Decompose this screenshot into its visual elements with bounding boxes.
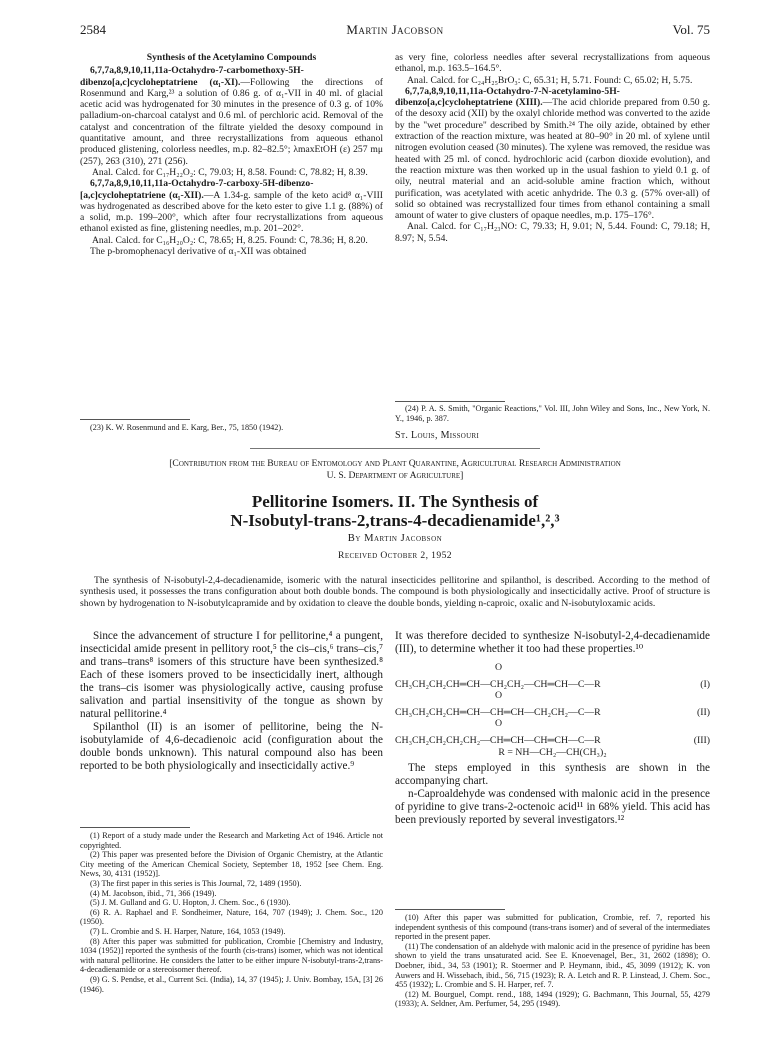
compound-name: 6,7,7a,8,9,10,11,11a-Octahydro-7-N-acetylamino-5H-dibenzo[a,c]cycloheptatriene (XIII). <box>395 85 620 109</box>
formula-II: O CH₃CH₂CH₂CH═CH—CH═CH—CH₂CH₂—C—R (II) <box>395 690 710 718</box>
section-heading: Synthesis of the Acetylamino Compounds <box>146 52 317 63</box>
volume-number: Vol. 75 <box>672 22 710 37</box>
byline: By Martin Jacobson <box>347 533 443 544</box>
r-group-definition: R = NH—CH₂—CH(CH₃)₂ <box>498 747 607 758</box>
running-author: Martin Jacobson <box>346 22 444 37</box>
analysis-paragraph: Anal. Calcd. for C₁₇H₂₂O₂: C, 79.03; H, 8.58. Found: C, 78.82; H, 8.39. <box>92 166 368 178</box>
page-number: 2584 <box>80 22 106 37</box>
footnotes-left: (1) Report of a study made under the Research and Marketing Act of 1946. Article not copyrighted. (2) This paper was presented before the Division of Organic Chemistry, at the Atlantic City meeting of the American Chemical Society, September 18, 1952 [see Chem. Eng. News, 30, 4131 (1952)]. (3) The first paper in this series is This Journal, 72, 1489 (1950). (4) M. Jacobson, ibid., 71, 366 (1949). (5) J. M. Gulland and G. U. Hopton, J. Chem. Soc., 6 (1930). (6) R. A. Raphael and F. Sondheimer, Nature, 164, 707 (1949); J. Chem. Soc., 120 (1950). (7) L. Crombie and S. H. Harper, Nature, 164, 1053 (1949). (8) After this paper was submitted for publication, Crombie [Chemistry and Industry, 1034 (1952)] reported the synthesis of the fourth (cis-trans) isomer, which was not identical with natural pellitorine. He considers the latter to be either impure N-isobutyl-trans-2,trans-4-decadienamide or a stereoisomer thereof. (9) G. S. Pendse, et al., Current Sci. (India), 14, 37 (1945); J. Univ. Bombay, 15A, [3] 26 (1946). <box>80 831 383 994</box>
footnote-rule <box>80 827 190 828</box>
footnote-23: (23) K. W. Rosenmund and E. Karg, Ber., 75, 1850 (1942). <box>90 423 284 432</box>
compound-name: 6,7,7a,8,9,10,11,11a-Octahydro-7-carbomethoxy-5H-dibenzo[a,c]cycloheptatriene (α₁-XI). <box>80 65 304 88</box>
paragraph: as very fine, colorless needles after several recrystallizations from aqueous ethanol, m.p. 163.5–164.5°. <box>395 52 710 75</box>
paragraph: It was therefore decided to synthesize N-isobutyl-2,4-decadienamide (III), to determine whether it too had these properties.¹⁰ <box>395 630 710 655</box>
prev-article-right-column <box>395 52 710 244</box>
paragraph: The steps employed in this synthesis are shown in the accompanying chart. <box>395 762 710 787</box>
article-separator <box>250 448 540 449</box>
paragraph: n-Caproaldehyde was condensed with malonic acid in the presence of pyridine to give trans-2-octenoic acid¹¹ in 68% yield. This acid has been previously reported by several investigators.¹² <box>395 788 710 826</box>
paragraph: 6,7,7a,8,9,10,11,11a-Octahydro-7-carboxy-5H-dibenzo-[a,c]cycloheptatriene (α₁-XII).—A 1.34-g. sample of the keto acid⁸ α₁-VIII was hydrogenated as described above for the keto ester to give 1.1 g. (88%) of a solid, m.p. 199–200°, which after four recrystallizations from aqueous ethanol existed as fine, glistening needles, m.p. 201–202°. <box>80 178 383 235</box>
contribution-line: [Contribution from the Bureau of Entomology and Plant Quarantine, Agricultural Research Administration U. S. Department of Agriculture] <box>169 458 621 481</box>
location-line: St. Louis, Missouri <box>395 430 480 441</box>
footnote-rule <box>395 401 505 402</box>
paragraph: 6,7,7a,8,9,10,11,11a-Octahydro-7-carbomethoxy-5H-dibenzo[a,c]cycloheptatriene (α₁-XI).—Following the directions of Rosenmund and Karg,²³ a solution of 0.86 g. of α₁-VII in 40 ml. of glacial acetic acid was hydrogenated for 30 minutes in the presence of 0.3 g. of 10% palladium-on-charcoal catalyst and 0.6 ml. of perchloric acid. Removal of the catalyst and concentration of the filtrate yielded the desoxy compound in quantitative amount, and three recrystallizations from aqueous ethanol produced glistening, colorless needles, m.p. 82–82.5°; λmaxEtOH (ε) 257 mμ (257), 263 (310), 271 (256). <box>80 65 383 167</box>
formula-III: O CH₃CH₂CH₂CH₂CH₂—CH═CH—CH═CH—C—R (III) <box>395 718 710 746</box>
footnote-rule <box>80 419 190 420</box>
analysis-paragraph: Anal. Calcd. for C₂₄H₂₅BrO₃: C, 65.31; H, 5.71. Found: C, 65.02; H, 5.75. <box>407 74 693 86</box>
received-date: Received October 2, 1952 <box>338 550 452 561</box>
analysis-paragraph: Anal. Calcd. for C₁₇H₂₃NO: C, 79.33; H, 9.01; N, 5.44. Found: C, 79.18; H, 8.97; N, 5.54. <box>395 221 710 244</box>
paragraph: 6,7,7a,8,9,10,11,11a-Octahydro-7-N-acetylamino-5H-dibenzo[a,c]cycloheptatriene (XIII).—The acid chloride prepared from 0.50 g. of the desoxy acid (XII) by the oxalyl chloride method was converted to the azide by the "wet procedure" described by Smith.²⁴ The oily azide, obtained by ether extraction of the reaction mixture, was heated at 80–90° in 20 ml. of xylene until nitrogen evolution ceased (30 minutes). The xylene was removed, the residue was heated with 25 ml. of concd. hydrochloric acid (carbon dioxide evolution), and the reaction mixture was then worked up in the usual fashion to yield 0.1 g. of oily, neutral material and an acid-soluble amine fraction which, without purification, was acetylated with acetic anhydride. The 0.3 g. (57% over-all) of solid so obtained was recrystallized four times from ethanol containing a small amount of water to give clusters of opaque needles, m.p. 175–176°. <box>395 85 710 222</box>
footnote-rule <box>395 909 505 910</box>
paragraph: Since the advancement of structure I for pellitorine,⁴ a pungent, insecticidal amide present in pellitory root,⁵ the cis–cis,⁶ trans–cis,⁷ and trans–trans⁸ isomers of this structure have been synthesized.⁸ Each of these isomers proved to be insecticidally inert, although the trans–cis isomer was physiologically active, causing profuse salivation and partial insensitivity of the tongue as shown by natural pellitorine.⁴ <box>80 630 383 720</box>
abstract: The synthesis of N-isobutyl-2,4-decadienamide, isomeric with the natural insecticides pellitorine and spilanthol, is described. According to the method of synthesis used, it possesses the trans configuration about both double bonds. The compound is both physiologically and insecticidally active. Proof of structure is shown by hydrogenation to N-isobutylcapramide and by oxidation to cleave the double bonds, yielding n-caproic, oxalic and N-isobutyloxamic acids. <box>80 575 710 609</box>
footnote-24: (24) P. A. S. Smith, "Organic Reactions," Vol. III, John Wiley and Sons, Inc., New York, N. Y., 1946, p. 387. <box>395 404 710 423</box>
body-right-column <box>395 630 710 827</box>
formula-I: O CH₃CH₂CH₂CH═CH—CH₂CH₂—CH═CH—C—R (I) <box>395 662 710 690</box>
article-title: Pellitorine Isomers. II. The Synthesis of N-Isobutyl-trans-2,trans-4-decadienamide¹,²,³ <box>230 492 560 530</box>
body-left-column <box>80 630 383 773</box>
prev-article-left-column <box>80 52 383 257</box>
paragraph: The p-bromophenacyl derivative of α₁-XII was obtained <box>90 246 307 258</box>
analysis-paragraph: Anal. Calcd. for C₁₆H₂₀O₂: C, 78.65; H, 8.25. Found: C, 78.36; H, 8.20. <box>92 234 368 246</box>
footnotes-right: (10) After this paper was submitted for publication, Crombie, ref. 7, reported his independent synthesis of this compound (trans-trans isomer) and of several of the intermediates reported in the present paper. (11) The condensation of an aldehyde with malonic acid in the presence of pyridine has been shown to yield the trans unsaturated acid. See E. Knoevenagel, Ber., 31, 2602 (1898); O. Doebner, ibid., 34, 53 (1901); R. Stoermer and P. Heymann, ibid., 45, 3099 (1912); K. von Auwers and H. Wissebach, ibid., 56, 715 (1923); R. A. Letch and R. P. Linstead, J. Chem. Soc., 455 (1932); L. Crombie and S. H. Harper, ref. 7. (12) M. Bourguel, Compt. rend., 188, 1494 (1929); G. Bachmann, This Journal, 55, 4279 (1933); A. Seldner, Am. Perfumer, 54, 295 (1949). <box>395 913 710 1009</box>
compound-name: 6,7,7a,8,9,10,11,11a-Octahydro-7-carboxy-5H-dibenzo-[a,c]cycloheptatriene (α₁-XII). <box>80 178 314 201</box>
paragraph: Spilanthol (II) is an isomer of pellitorine, being the N-isobutylamide of 4,6-decadienoic acid (configuration about the double bonds unknown). This natural compound also has been reported to be both physiologically and insecticidally active.⁹ <box>80 721 383 772</box>
